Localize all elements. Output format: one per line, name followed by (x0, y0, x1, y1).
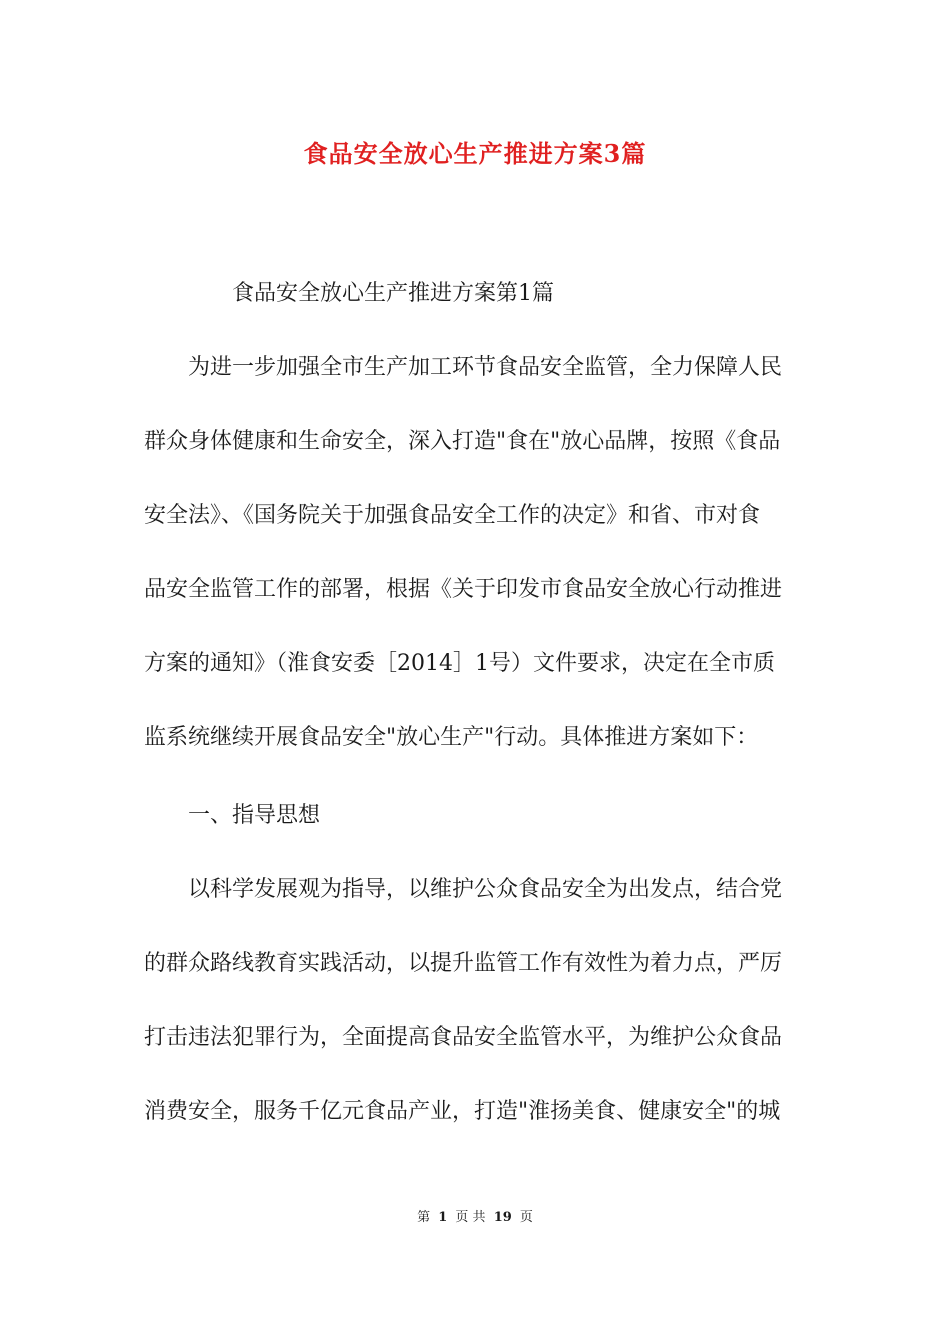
document-subtitle: 食品安全放心生产推进方案第1篇 (232, 281, 554, 306)
paragraph-line: 消费安全，服务千亿元食品产业，打造"淮扬美食、健康安全"的城 (144, 1099, 781, 1124)
footer-middle: 页 共 (455, 1210, 486, 1225)
paragraph-guiding-ideology (144, 853, 808, 1149)
paragraph-line: 的群众路线教育实践活动，以提升监管工作有效性为着力点，严厉 (144, 951, 783, 976)
section-heading: 一、指导思想 (188, 803, 321, 828)
paragraph-line: 打击违法犯罪行为，全面提高食品安全监管水平，为维护公众食品 (144, 1025, 783, 1050)
paragraph-line: 品安全监管工作的部署，根据《关于印发市食品安全放心行动推进 (144, 577, 783, 602)
paragraph-line: 安全法》、《国务院关于加强食品安全工作的决定》和省、市对食 (144, 503, 761, 528)
paragraph-line: 为进一步加强全市生产加工环节食品安全监管，全力保障人民 (188, 355, 783, 380)
paragraph-line: 方案的通知》（淮食安委［2014］1号）文件要求，决定在全市质 (144, 651, 775, 676)
current-page-number: 1 (438, 1210, 448, 1225)
total-page-count: 19 (493, 1210, 512, 1225)
paragraph-line: 监系统继续开展食品安全"放心生产"行动。具体推进方案如下： (144, 725, 759, 750)
page-footer (0, 1208, 950, 1228)
document-title: 食品安全放心生产推进方案3篇 (303, 139, 647, 168)
footer-suffix: 页 (519, 1210, 533, 1225)
paragraph-intro (144, 331, 808, 775)
paragraph-line: 以科学发展观为指导，以维护公众食品安全为出发点，结合党 (188, 877, 783, 902)
footer-prefix: 第 (417, 1210, 431, 1225)
paragraph-line: 群众身体健康和生命安全，深入打造"食在"放心品牌，按照《食品 (144, 429, 781, 454)
